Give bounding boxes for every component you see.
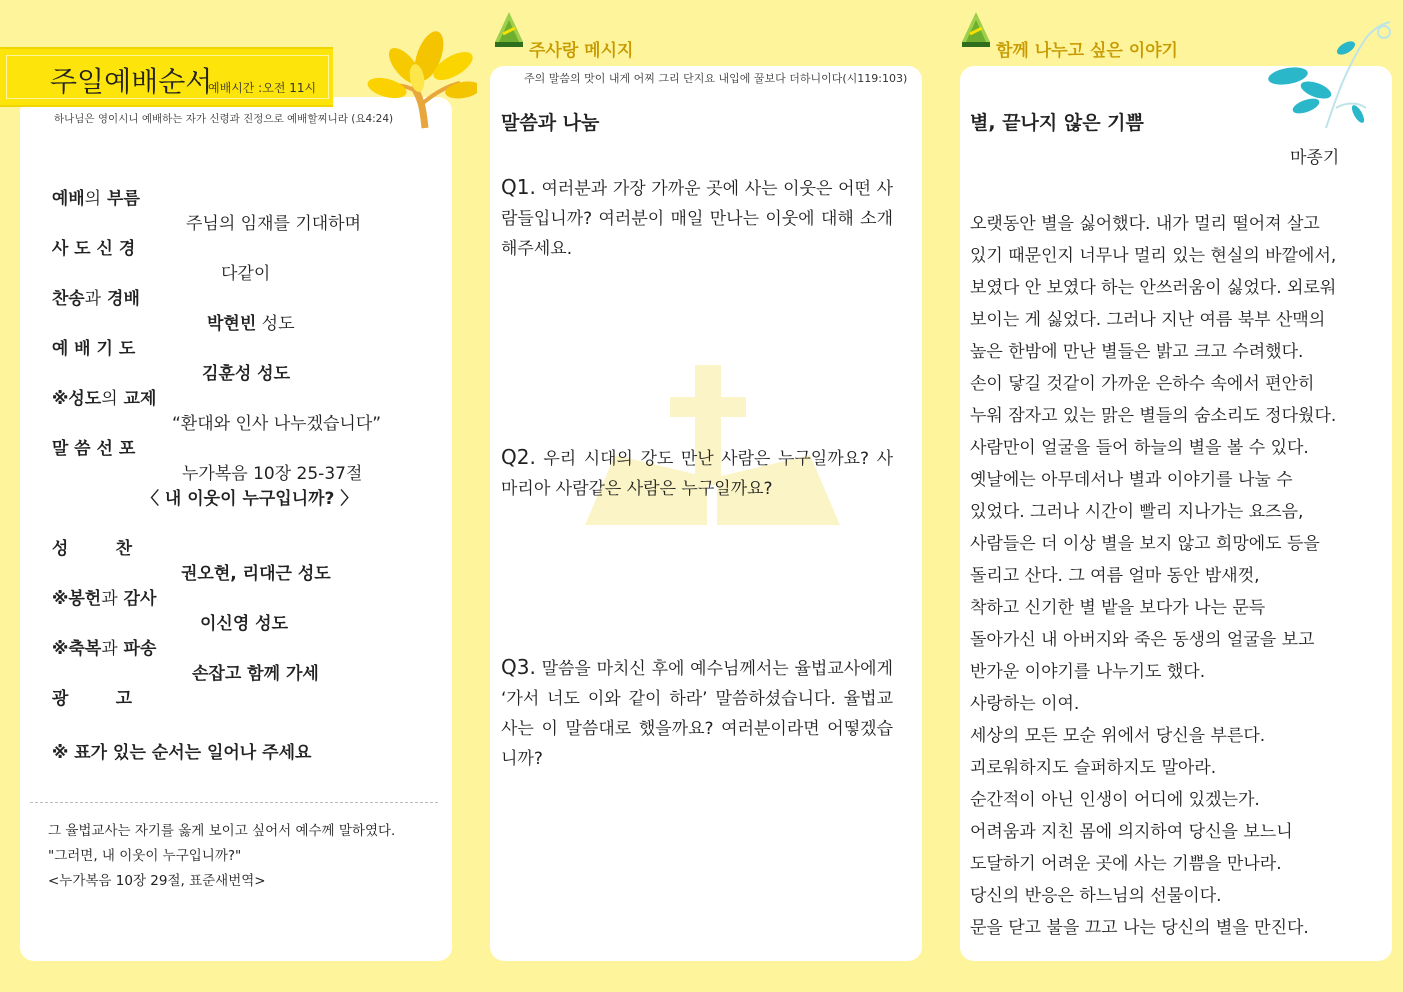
poem-line: 착하고 신기한 별 밭을 보다가 나는 문득 — [970, 598, 1266, 618]
poem-line: 사람만이 얼굴을 들어 하늘의 별을 볼 수 있다. — [970, 438, 1309, 458]
footnote-line: <누가복음 10장 29절, 표준새번역> — [48, 873, 266, 889]
discussion-title: 말씀과 나눔 — [501, 112, 600, 134]
poem-line: 오랫동안 별을 싫어했다. 내가 멀리 떨어져 살고 — [970, 214, 1320, 234]
order-row: 예 배 기 도 김훈성 성도 — [51, 339, 291, 384]
order-row: ※성도의 교제 “환대와 인사 나누겠습니다” — [51, 389, 382, 434]
poem-title: 별, 끝나지 않은 기쁨 — [970, 112, 1144, 134]
standing-note: ※ 표가 있는 순서는 일어나 주세요 — [51, 743, 312, 763]
poem-line: 도달하기 어려운 곳에 사는 기쁨을 만나라. — [970, 854, 1282, 874]
poem-author: 마종기 — [1290, 148, 1340, 168]
poem-line: 있기 때문인지 너무나 멀리 있는 현실의 바깥에서, — [970, 246, 1337, 266]
poem-line: 당신의 반응은 하느님의 선물이다. — [970, 886, 1222, 906]
tree-logo-icon — [493, 12, 525, 48]
order-row: 예배의 부름 주님의 임재를 기대하며 — [51, 189, 362, 234]
header-verse: 하나님은 영이시니 예배하는 자가 신령과 진정으로 예배할찌니라 (요4:24) — [54, 113, 394, 125]
tree-logo-icon — [960, 12, 992, 48]
poem-line: 돌아가신 내 아버지와 죽은 동생의 얼굴을 보고 — [970, 630, 1315, 650]
order-row: 찬송과 경배 박현빈 성도 — [51, 289, 295, 334]
question-1: Q1. 여러분과 가장 가까운 곳에 사는 이웃은 어떤 사람들입니까? 여러분이 매일 만나는 이웃에 대해 소개해주세요. — [501, 175, 893, 259]
middle-verse: 주의 말씀의 맛이 내게 어찌 그리 단지요 내입에 꿀보다 더하니이다(시119:103) — [524, 72, 908, 85]
poem-line: 보였다 안 보였다 하는 안쓰러움이 싫었다. 외로워 — [970, 278, 1337, 298]
poem-line: 옛날에는 아무데서나 별과 이야기를 나눌 수 — [970, 470, 1293, 490]
question-2: Q2. 우리 시대의 강도 만난 사람은 누구일까요? 사마리아 사람같은 사람은 누구일까요? — [501, 445, 894, 499]
poem-line: 높은 한밤에 만난 별들은 밝고 크고 수려했다. — [970, 342, 1304, 362]
footnote-line: "그러면, 내 이웃이 누구입니까?" — [48, 848, 242, 864]
poem-line: 보이는 게 싫었다. 그러나 지난 여름 북부 산맥의 — [970, 310, 1326, 330]
order-row: 광 고 — [51, 689, 133, 709]
poem-line: 반가운 이야기를 나누기도 했다. — [970, 662, 1206, 682]
order-row: ※봉헌과 감사 이신영 성도 — [51, 589, 289, 634]
floral-ornament-icon — [1266, 18, 1392, 130]
question-3: Q3. 말씀을 마치신 후에 예수님께서는 율법교사에게 ‘가서 너도 이와 같이 하라’ 말씀하셨습니다. 율법교사는 이 말씀대로 했을까요? 여러분이라면 어떻겠습니까? — [501, 655, 893, 769]
section-title-right: 함께 나누고 싶은 이야기 — [996, 41, 1178, 61]
order-row: 사 도 신 경 다같이 — [51, 239, 271, 284]
poem-line: 순간적이 아닌 인생이 어디에 있겠는가. — [970, 790, 1260, 810]
poem-line: 사랑하는 이여. — [970, 694, 1080, 714]
service-time: 예배시간 :오전 11시 — [208, 81, 317, 95]
poem-line: 괴로워하지도 슬퍼하지도 말아라. — [970, 758, 1217, 778]
poem-body — [970, 208, 1350, 944]
poem-line: 손이 닿길 것같이 가까운 은하수 속에서 편안히 — [970, 374, 1315, 394]
poem-line: 세상의 모든 모순 위에서 당신을 부른다. — [970, 726, 1266, 746]
order-row: 성 찬 권오현, 리대근 성도 — [51, 539, 331, 584]
section-title-middle: 주사랑 메시지 — [529, 41, 634, 61]
sermon-title: 〈 내 이웃이 누구입니까? 〉 — [142, 489, 358, 509]
poem-line: 어려움과 지친 몸에 의지하여 당신을 보느니 — [970, 822, 1293, 842]
divider — [30, 802, 438, 803]
poem-line: 있었다. 그러나 시간이 빨리 지나가는 요즈음, — [970, 502, 1304, 522]
footnote-line: 그 율법교사는 자기를 옳게 보이고 싶어서 예수께 말하였다. — [48, 823, 396, 839]
poem-line: 사람들은 더 이상 별을 보지 않고 희망에도 등을 — [970, 534, 1320, 554]
order-row: ※축복과 파송 손잡고 함께 가세 — [51, 639, 319, 684]
poem-line: 누워 잠자고 있는 맑은 별들의 숨소리도 정다웠다. — [970, 406, 1337, 426]
order-row: 말 씀 선 포 누가복음 10장 25-37절 — [51, 439, 363, 484]
poem-line: 문을 닫고 불을 끄고 나는 당신의 별을 만진다. — [970, 918, 1309, 938]
page-title: 주일예배순서 — [50, 65, 213, 98]
poem-line: 돌리고 산다. 그 여름 얼마 동안 밤새껏, — [970, 566, 1260, 586]
